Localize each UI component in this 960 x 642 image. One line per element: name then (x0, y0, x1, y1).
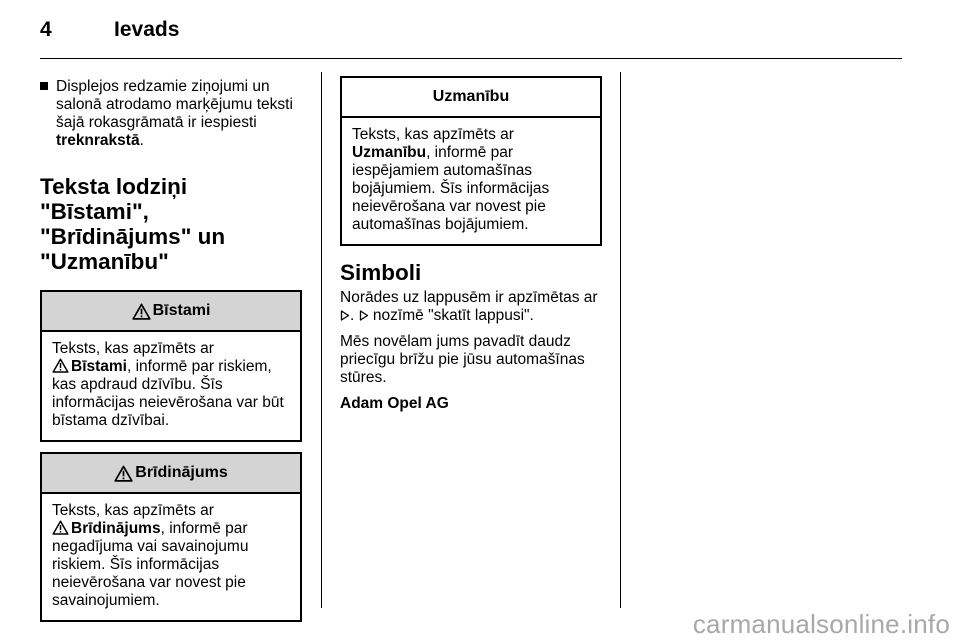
warning-text-1: Teksts, kas apzīmēts ar (52, 502, 214, 519)
symbols-text-c: nozīmē "skatīt lappusi". (368, 307, 534, 324)
caution-text-2: , informē par iespējamiem automašīnas bojājumiem. Šīs informācijas neievērošana var novest pie automašīnas bojājumiem. (352, 144, 550, 233)
danger-text-2: , informē par riskiem, kas apdraud dzīvību. Šīs informācijas neievērošana var būt bīstama dzīvībai. (52, 358, 284, 429)
page-reference-arrow-icon (340, 310, 350, 321)
left-column (40, 78, 302, 632)
warning-bold-word: Brīdinājums (71, 520, 161, 537)
danger-box-body (42, 332, 300, 440)
warning-triangle-icon (132, 303, 151, 320)
danger-box-header (42, 292, 300, 332)
warning-box-header (42, 454, 300, 494)
danger-text-1: Teksts, kas apzīmēts ar (52, 340, 214, 357)
warning-triangle-icon (52, 520, 69, 535)
signature: Adam Opel AG (340, 395, 449, 412)
danger-box-title: Bīstami (152, 302, 211, 319)
intro-bold-word: treknrakstā (56, 132, 140, 149)
bullet-square-icon (40, 82, 48, 90)
warning-box (40, 452, 302, 622)
intro-bullet (40, 78, 302, 150)
section-heading-notices: Teksta lodziņi "Bīstami", "Brīdinājums" un "Uzmanību" (40, 174, 226, 274)
warning-text-2: , informē par negadījuma vai savainojumu riskiem. Šīs informācijas neievērošana var novest pie savainojumiem. (52, 520, 249, 609)
column-divider (620, 72, 621, 608)
warning-triangle-icon (114, 465, 133, 482)
caution-bold-word: Uzmanību (352, 144, 427, 161)
chapter-title: Ievads (114, 18, 180, 41)
column-divider (321, 72, 322, 608)
caution-box-title: Uzmanību (432, 88, 510, 105)
caution-text-1: Teksts, kas apzīmēts ar (352, 126, 514, 143)
intro-text: Displejos redzamie ziņojumi un salonā atrodamo marķējumu teksti šajā rokasgrāmatā ir iespiesti (56, 78, 293, 131)
symbols-text-a: Norādes uz lappusēm ir apzīmētas ar (340, 289, 598, 306)
page-number: 4 (40, 18, 52, 41)
intro-end: . (139, 132, 144, 149)
symbols-text-b: . (350, 307, 355, 324)
section-heading-symbols: Simboli (340, 260, 422, 285)
page-header (40, 18, 902, 59)
page-reference-arrow-icon (359, 310, 369, 321)
middle-column (340, 76, 602, 421)
caution-box-header (342, 78, 600, 118)
danger-bold-word: Bīstami (71, 358, 127, 375)
warning-box-title: Brīdinājums (135, 464, 228, 481)
warning-box-body (42, 494, 300, 620)
wishes-paragraph: Mēs novēlam jums pavadīt daudz priecīgu brīžu pie jūsu automašīnas stūres. (340, 333, 585, 386)
caution-box (340, 76, 602, 246)
caution-box-body (342, 118, 600, 244)
danger-box (40, 290, 302, 442)
symbols-paragraph (340, 289, 602, 325)
watermark: carmanualsonline.info (692, 609, 950, 639)
warning-triangle-icon (52, 358, 69, 373)
